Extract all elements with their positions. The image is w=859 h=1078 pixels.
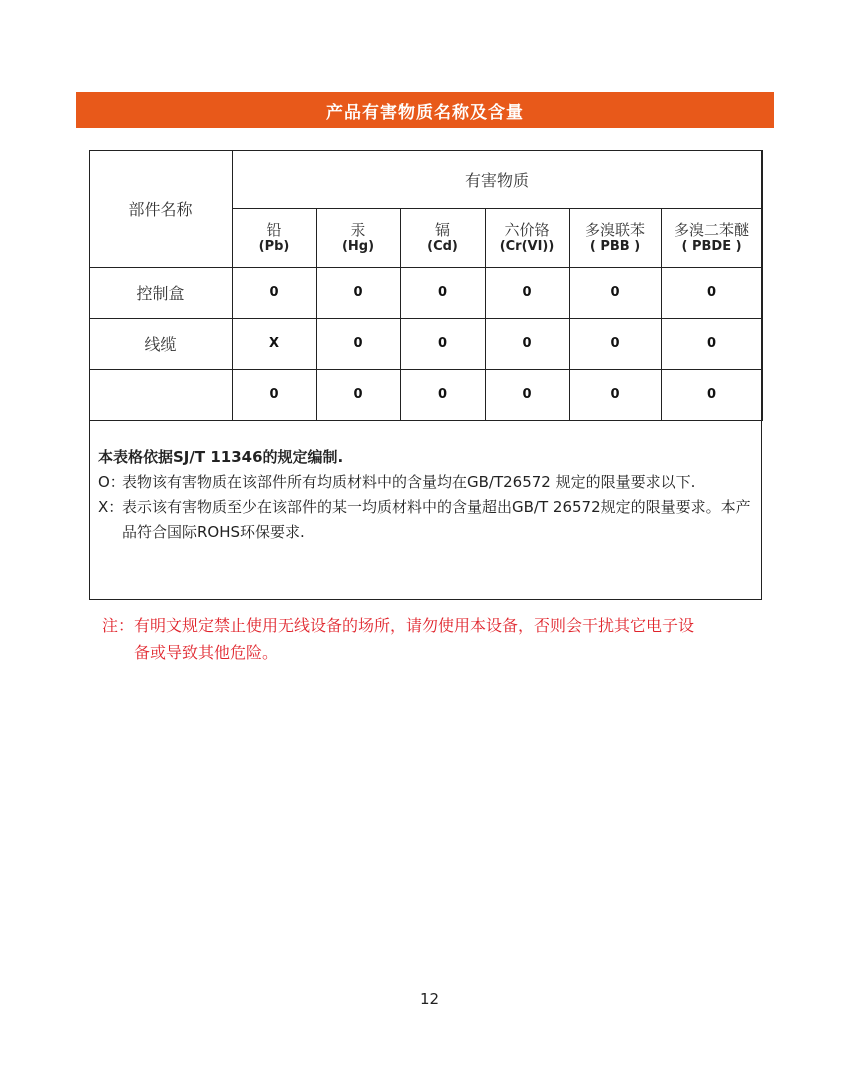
value-cell: 0 <box>661 369 762 420</box>
section-title-banner <box>76 92 774 128</box>
value-cell: 0 <box>316 369 400 420</box>
part-name-cell <box>89 369 232 420</box>
substance-header <box>485 208 569 267</box>
notes-title: 本表格依据SJ/T 11346的规定编制. <box>98 448 344 466</box>
note-x-text: 表示该有害物质至少在该部件的某一均质材料中的含量超出GB/T 26572规定的限量要求。本产品符合国际ROHS环保要求. <box>122 498 751 541</box>
substance-symbol: (Cd) <box>427 238 458 254</box>
note-x <box>98 495 753 545</box>
note-x-marker: X： <box>98 498 124 516</box>
substance-name: 汞 <box>350 220 366 239</box>
part-name-cell: 控制盒 <box>89 267 232 318</box>
value-cell: 0 <box>485 369 569 420</box>
value-cell: 0 <box>661 318 762 369</box>
hazardous-substance-table <box>89 150 763 421</box>
compliance-notes <box>98 445 753 545</box>
value-cell: 0 <box>400 369 485 420</box>
value-cell: 0 <box>400 267 485 318</box>
substance-symbol: (Hg) <box>341 238 375 254</box>
substance-header <box>569 208 661 267</box>
page-number: 12 <box>419 990 440 1008</box>
note-o <box>98 470 753 495</box>
note-o-text: 表物该有害物质在该部件所有均质材料中的含量均在GB/T26572 规定的限量要求以下. <box>122 473 696 491</box>
substance-name: 铅 <box>266 220 282 239</box>
value-cell: 0 <box>232 369 316 420</box>
substance-name: 多溴二苯醚 <box>674 220 750 239</box>
substance-symbol: (Pb) <box>258 238 290 254</box>
substance-header <box>661 208 762 267</box>
substance-group-header: 有害物质 <box>232 150 762 208</box>
table-row <box>89 318 762 369</box>
value-cell: 0 <box>569 318 661 369</box>
substance-header <box>316 208 400 267</box>
part-name-cell: 线缆 <box>89 318 232 369</box>
value-cell: 0 <box>485 267 569 318</box>
substance-name: 镉 <box>434 220 450 239</box>
value-cell: 0 <box>485 318 569 369</box>
substance-name: 多溴联苯 <box>584 220 645 239</box>
value-cell: 0 <box>400 318 485 369</box>
substance-symbol: ( PBB ) <box>589 238 641 254</box>
warning-line-1: 注：有明文规定禁止使用无线设备的场所，请勿使用本设备，否则会干扰其它电子设 <box>102 616 695 635</box>
substance-header <box>232 208 316 267</box>
value-cell: X <box>232 318 316 369</box>
note-o-marker: O： <box>98 473 125 491</box>
part-name-header: 部件名称 <box>89 150 232 267</box>
value-cell: 0 <box>232 267 316 318</box>
substance-header <box>400 208 485 267</box>
wireless-warning <box>102 612 772 666</box>
value-cell: 0 <box>661 267 762 318</box>
substance-symbol: (Cr(VI)) <box>499 238 555 254</box>
substance-symbol: ( PBDE ) <box>681 238 742 254</box>
value-cell: 0 <box>569 369 661 420</box>
table-row <box>89 369 762 420</box>
table-row <box>89 267 762 318</box>
section-title: 产品有害物质名称及含量 <box>326 102 524 123</box>
value-cell: 0 <box>316 318 400 369</box>
value-cell: 0 <box>316 267 400 318</box>
value-cell: 0 <box>569 267 661 318</box>
hazardous-substance-box <box>89 150 762 600</box>
warning-line-2: 备或导致其他危险。 <box>134 643 279 662</box>
substance-name: 六价铬 <box>504 220 550 239</box>
